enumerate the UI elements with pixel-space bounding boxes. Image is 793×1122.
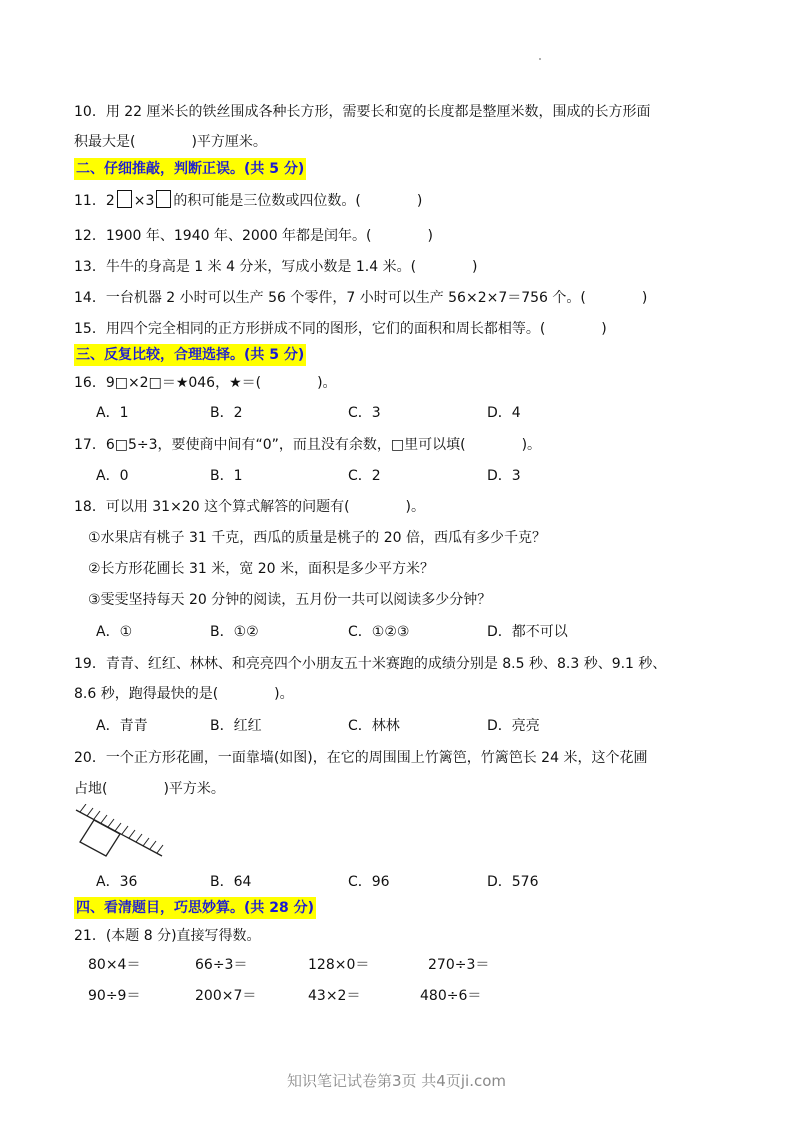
q20-option-c: C．96 (348, 874, 390, 890)
q19-line2: 8.6 秒，跑得最快的是( )。 (74, 686, 294, 702)
q16-option-d: D．4 (487, 405, 521, 421)
q20-option-d: D．576 (487, 874, 539, 890)
q11-part-c: 的积可能是三位数或四位数。( ) (173, 193, 423, 209)
q20-line2: 占地( )平方米。 (74, 781, 225, 797)
calc-item: 128×0＝ (308, 957, 370, 973)
q18-option-d: D．都不可以 (487, 624, 568, 640)
q21-stem: 21．(本题 8 分)直接写得数。 (74, 928, 261, 944)
q16-option-b: B．2 (210, 405, 243, 421)
q19-option-d: D．亮亮 (487, 718, 540, 734)
q17-option-c: C．2 (348, 468, 381, 484)
q11 (74, 190, 422, 211)
q20-option-b: B．64 (210, 874, 252, 890)
scan-dot (539, 58, 541, 60)
q17-option-d: D．3 (487, 468, 521, 484)
calc-item: 200×7＝ (195, 988, 257, 1004)
calc-item: 480÷6＝ (420, 988, 482, 1004)
q18-scenario-2: ②长方形花圃长 31 米，宽 20 米，面积是多少平方米？ (88, 561, 434, 577)
calc-item: 80×4＝ (88, 957, 141, 973)
q18-stem: 18．可以用 31×20 这个算式解答的问题有( )。 (74, 499, 425, 515)
section-heading-judge: 二、仔细推敲，判断正误。(共 5 分) (74, 158, 306, 180)
q16-stem: 16．9□×2□＝★046，★＝( )。 (74, 375, 337, 391)
footer-text: 知识笔记试卷第3页 共4页ji.com (287, 1072, 506, 1090)
q17-option-a: A．0 (96, 468, 129, 484)
q14: 14．一台机器 2 小时可以生产 56 个零件，7 小时可以生产 56×2×7＝756 个。( ) (74, 290, 648, 306)
q10-line2: 积最大是( )平方厘米。 (74, 134, 267, 150)
q18-option-b: B．①② (210, 624, 259, 640)
q19-option-b: B．红红 (210, 718, 262, 734)
q10-line1: 10．用 22 厘米长的铁丝围成各种长方形，需要长和宽的长度都是整厘米数，围成的长方形面 (74, 104, 651, 120)
q20-option-a: A．36 (96, 874, 138, 890)
q19-line1: 19．青青、红红、林林、和亮亮四个小朋友五十米赛跑的成绩分别是 8.5 秒、8.3 秒、9.1 秒、 (74, 656, 667, 672)
section-heading-calc: 四、看清题目，巧思妙算。(共 28 分) (74, 897, 316, 919)
q19-option-c: C．林林 (348, 718, 400, 734)
q16-option-c: C．3 (348, 405, 381, 421)
page-footer (0, 1070, 793, 1091)
blank-box (156, 190, 171, 208)
q15: 15．用四个完全相同的正方形拼成不同的图形，它们的面积和周长都相等。( ) (74, 321, 607, 337)
q12: 12．1900 年、1940 年、2000 年都是闰年。( ) (74, 228, 433, 244)
calc-item: 270÷3＝ (428, 957, 490, 973)
calc-item: 43×2＝ (308, 988, 361, 1004)
q17-option-b: B．1 (210, 468, 243, 484)
blank-box (117, 190, 132, 208)
calc-item: 66÷3＝ (195, 957, 248, 973)
q18-scenario-1: ①水果店有桃子 31 千克，西瓜的质量是桃子的 20 倍，西瓜有多少千克？ (88, 530, 546, 546)
q11-part-a: 11．2 (74, 193, 115, 209)
q19-option-a: A．青青 (96, 718, 148, 734)
q17-stem: 17．6□5÷3，要使商中间有“0”，而且没有余数，□里可以填( )。 (74, 437, 542, 453)
calc-item: 90÷9＝ (88, 988, 141, 1004)
garden-wall-figure (70, 804, 170, 864)
q13: 13．牛牛的身高是 1 米 4 分米，写成小数是 1.4 米。( ) (74, 259, 478, 275)
q18-option-a: A．① (96, 624, 133, 640)
q20-line1: 20．一个正方形花圃，一面靠墙(如图)，在它的周围围上竹篱笆，竹篱笆长 24 米，这个花圃 (74, 750, 648, 766)
q18-scenario-3: ③雯雯坚持每天 20 分钟的阅读，五月份一共可以阅读多少分钟？ (88, 592, 492, 608)
q16-option-a: A．1 (96, 405, 129, 421)
q18-option-c: C．①②③ (348, 624, 410, 640)
q11-part-b: ×3 (133, 193, 155, 209)
section-heading-choice: 三、反复比较，合理选择。(共 5 分) (74, 344, 306, 366)
